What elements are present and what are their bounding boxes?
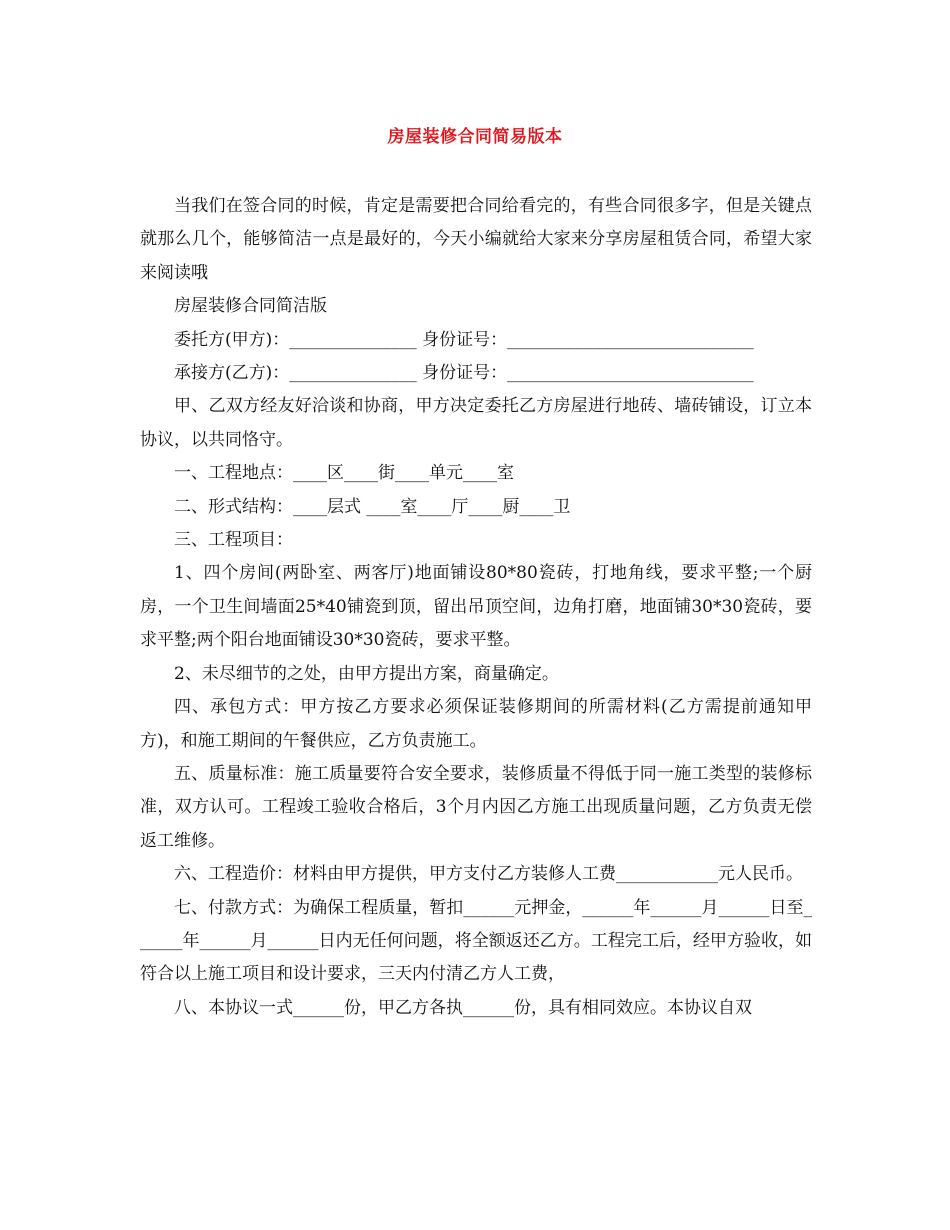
- paragraph-intro: 当我们在签合同的时候，肯定是需要把合同给看完的，有些合同很多字，但是关键点就那么几个，能够简洁一点是最好的，今天小编就给大家来分享房屋租赁合同，希望大家来阅读哦: [140, 196, 812, 283]
- document-body: [140, 190, 812, 1025]
- paragraph-party-a: 委托方(甲方)：_______________ 身份证号：_____________________________: [174, 329, 754, 350]
- paragraph-party-b: 承接方(乙方)：_______________ 身份证号：_____________________________: [174, 363, 754, 384]
- paragraph-copies: 八、本协议一式______份，甲乙方各执______份，具有相同效应。本协议自双: [174, 997, 752, 1018]
- paragraph-agreement: 甲、乙双方经友好洽谈和协商，甲方决定委托乙方房屋进行地砖、墙砖铺设，订立本协议，以共同恪守。: [140, 396, 812, 450]
- paragraph-payment: 七、付款方式：为确保工程质量，暂扣______元押金，______年______月______日至______年______月______日内无任何问题，将全额返还乙方。工程完工后，经甲方验收，如符合以上施工项目和设计要求，三天内付清乙方人工费，: [140, 897, 812, 985]
- document-title: 房屋装修合同简易版本: [387, 127, 563, 147]
- paragraph-cost: 六、工程造价：材料由甲方提供，甲方支付乙方装修人工费____________元人民币。: [174, 864, 803, 885]
- paragraph-quality: 五、质量标准：施工质量要符合安全要求，装修质量不得低于同一施工类型的装修标准，双方认可。工程竣工验收合格后，3个月内因乙方施工出现质量问题，乙方负责无偿返工维修。: [140, 763, 812, 851]
- paragraph-structure: 二、形式结构：____层式 ____室____厅____厨____卫: [174, 496, 571, 517]
- paragraph-item-2: 2、未尽细节的之处，由甲方提出方案，商量确定。: [174, 663, 559, 684]
- paragraph-subtitle: 房屋装修合同简洁版: [174, 296, 327, 317]
- paragraph-items-heading: 三、工程项目：: [174, 530, 293, 551]
- paragraph-location: 一、工程地点：____区____街____单元____室: [174, 463, 514, 484]
- paragraph-contract-method: 四、承包方式：甲方按乙方要求必须保证装修期间的所需材料(乙方需提前通知甲方)，和施工期间的午餐供应，乙方负责施工。: [140, 697, 812, 751]
- paragraph-item-1: 1、四个房间(两卧室、两客厅)地面铺设80*80瓷砖，打地角线，要求平整;一个厨房，一个卫生间墙面25*40铺瓷到顶，留出吊顶空间，边角打磨，地面铺30*30瓷砖，要求平整;两个阳台地面铺设30*30瓷砖，要求平整。: [140, 563, 812, 651]
